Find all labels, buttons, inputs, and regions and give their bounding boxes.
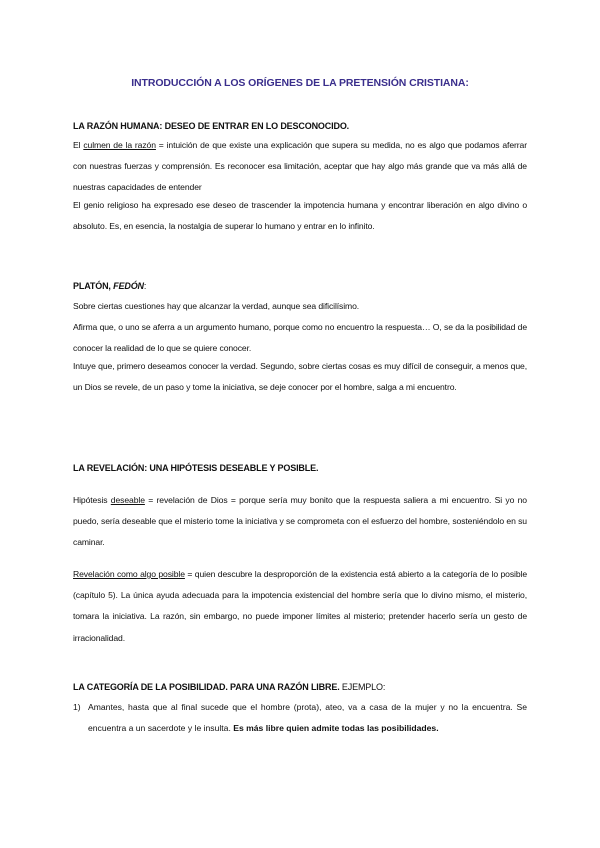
heading-text: LA CATEGORÍA DE LA POSIBILIDAD. PARA UNA RAZÓN LIBRE.	[73, 682, 340, 692]
section-heading-razon-humana: LA RAZÓN HUMANA: DESEO DE ENTRAR EN LO DESCONOCIDO.	[73, 121, 350, 131]
list-item-text	[88, 697, 527, 739]
heading-italic: FEDÓN	[113, 281, 144, 291]
heading-text: PLATÓN,	[73, 281, 114, 291]
bold-conclusion: Es más libre quien admite todas las posibilidades.	[233, 723, 439, 734]
paragraph-revelacion-posible	[73, 564, 527, 649]
paragraph-argumento: Afirma que, o uno se aferra a un argumento humano, porque como no encuentro la respuesta… O, se da la posibilidad de conocer la realidad de lo que se quiere conocer.	[73, 322, 527, 354]
paragraph-culmen	[73, 135, 527, 199]
document-title: INTRODUCCIÓN A LOS ORÍGENES DE LA PRETENSIÓN CRISTIANA:	[131, 77, 469, 89]
heading-tail: EJEMPLO:	[339, 682, 386, 692]
text-run: = revelación de Dios = porque sería muy bonito que la respuesta saliera a mi encuentro. Si yo no puedo, sería deseable que el misterio tome la iniciativa y se comprometa con el esfuerzo del hombre, sosteniéndolo en su caminar.	[73, 495, 527, 548]
paragraph-intuye: Intuye que, primero deseamos conocer la verdad. Segundo, sobre ciertas cosas es muy difícil de conseguir, a menos que, un Dios se revele, de un paso y tome la iniciativa, se deje conocer por el hombre, salga a mi encuentro.	[73, 361, 527, 393]
heading-colon: :	[143, 281, 147, 291]
section-heading-revelacion: LA REVELACIÓN: UNA HIPÓTESIS DESEABLE Y POSIBLE.	[73, 463, 319, 473]
section-heading-platon	[73, 281, 146, 291]
text-run: El	[73, 140, 84, 150]
underlined-term: deseable	[110, 495, 145, 505]
paragraph-hipotesis	[73, 490, 527, 554]
underlined-term: Revelación como algo posible	[73, 569, 185, 579]
list-number: 1)	[73, 702, 81, 712]
list-item	[73, 697, 527, 761]
paragraph-genio-religioso: El genio religioso ha expresado ese deseo de trascender la impotencia humana y encontrar liberación en algo divino o absoluto. Es, en esencia, la nostalgia de superar lo humano y entrar en lo infinito.	[73, 200, 527, 232]
text-run: Hipótesis	[73, 495, 111, 505]
text-run: = quien descubre la desproporción de la existencia está abierto a la categoría de lo posible (capítulo 5). La única ayuda adecuada para la impotencia existencial del hombre sería que lo divino mismo, el misterio, tomara la iniciativa. La razón, sin embargo, no puede imponer límites al misterio; pretender hacerlo sería un gesto de irracionalidad.	[73, 569, 528, 643]
text-run: = intuición de que existe una explicación que supera su medida, no es algo que podamos aferrar con nuestras fuerzas y comprensión. Es reconocer esa limitación, aceptar que hay algo más grande que va más allá de nuestras capacidades de entender	[73, 140, 527, 193]
paragraph-verdad: Sobre ciertas cuestiones hay que alcanzar la verdad, aunque sea dificilísimo.	[73, 301, 360, 311]
section-heading-posibilidad	[73, 682, 385, 692]
text-run: Amantes, hasta que al final sucede que el hombre (prota), ateo, va a casa de la mujer y no la encuentra. Se encuentra a un sacerdote y le insulta.	[88, 702, 527, 734]
underlined-term: culmen de la razón	[83, 140, 156, 150]
